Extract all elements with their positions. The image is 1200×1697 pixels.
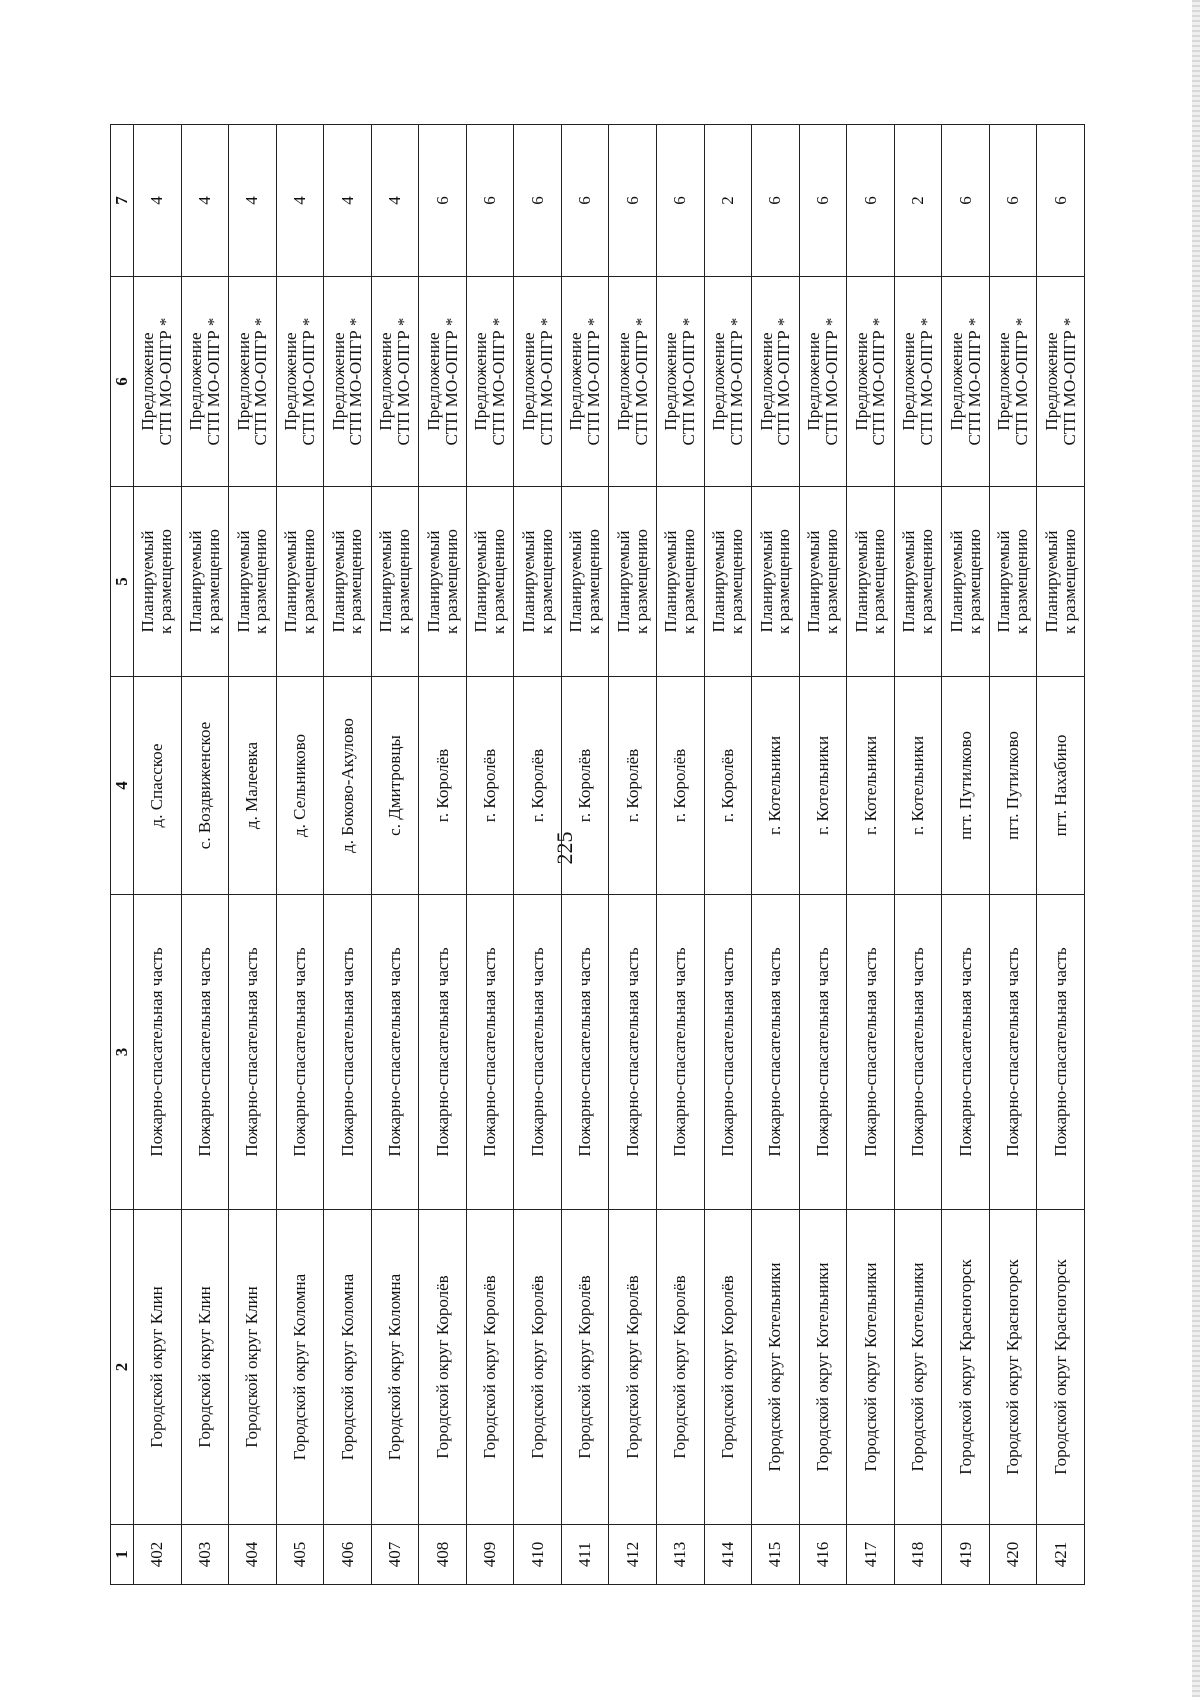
cell-object: Пожарно-спасательная часть [229, 895, 277, 1210]
cell-number: 405 [276, 1525, 324, 1585]
cell-okrug: Городской округ Котельники [847, 1210, 895, 1525]
cell-source-line: СТП МО-ОПГР * [203, 317, 223, 446]
cell-source-line: СТП МО-ОПГР * [821, 317, 841, 446]
cell-status [752, 487, 800, 677]
cell-source-line: Предложение [851, 332, 871, 431]
cell-source-line: Предложение [328, 332, 348, 431]
cell-status [324, 487, 372, 677]
cell-number: 420 [989, 1525, 1037, 1585]
cell-source-line: Предложение [376, 332, 396, 431]
cell-status [704, 487, 752, 677]
cell-okrug: Городской округ Котельники [894, 1210, 942, 1525]
cell-source-line: Предложение [138, 332, 158, 431]
cell-source [799, 277, 847, 487]
cell-source-line: СТП МО-ОПГР * [1059, 317, 1079, 446]
cell-source-line: Предложение [661, 332, 681, 431]
cell-status [419, 487, 467, 677]
cell-source-line: СТП МО-ОПГР * [917, 317, 937, 446]
cell-status-line: Планируемый [423, 530, 443, 633]
cell-source-line: СТП МО-ОПГР * [298, 317, 318, 446]
cell-status-line: Планируемый [281, 530, 301, 633]
cell-number: 402 [134, 1525, 182, 1585]
cell-status-line: к размещению [536, 529, 556, 634]
cell-object: Пожарно-спасательная часть [181, 895, 229, 1210]
cell-status [561, 487, 609, 677]
cell-status [989, 487, 1037, 677]
cell-status-line: к размещению [1012, 529, 1032, 634]
cell-value: 4 [181, 125, 229, 277]
cell-value: 4 [229, 125, 277, 277]
cell-object: Пожарно-спасательная часть [1037, 895, 1085, 1210]
cell-status-line: Планируемый [233, 530, 253, 633]
cell-okrug: Городской округ Королёв [466, 1210, 514, 1525]
cell-number: 411 [561, 1525, 609, 1585]
cell-source [466, 277, 514, 487]
cell-status-line: Планируемый [328, 530, 348, 633]
cell-number: 409 [466, 1525, 514, 1585]
cell-source [561, 277, 609, 487]
cell-number: 416 [799, 1525, 847, 1585]
cell-status-line: к размещению [1059, 529, 1079, 634]
cell-source-line: СТП МО-ОПГР * [679, 317, 699, 446]
cell-status [657, 487, 705, 677]
cell-status [371, 487, 419, 677]
table-row [419, 125, 467, 1585]
cell-value: 6 [561, 125, 609, 277]
column-header: 2 [111, 1210, 134, 1525]
cell-object: Пожарно-спасательная часть [466, 895, 514, 1210]
cell-locality: д. Сельниково [276, 677, 324, 895]
cell-value: 4 [134, 125, 182, 277]
cell-source [989, 277, 1037, 487]
cell-object: Пожарно-спасательная часть [419, 895, 467, 1210]
cell-status [799, 487, 847, 677]
cell-okrug: Городской округ Королёв [561, 1210, 609, 1525]
cell-status-line: к размещению [917, 529, 937, 634]
cell-number: 415 [752, 1525, 800, 1585]
cell-source-line: СТП МО-ОПГР * [1012, 317, 1032, 446]
table-row [894, 125, 942, 1585]
cell-value: 6 [466, 125, 514, 277]
cell-object: Пожарно-спасательная часть [134, 895, 182, 1210]
cell-status-line: к размещению [964, 529, 984, 634]
table-row [276, 125, 324, 1585]
cell-object: Пожарно-спасательная часть [561, 895, 609, 1210]
cell-status-line: к размещению [156, 529, 176, 634]
cell-okrug: Городской округ Коломна [276, 1210, 324, 1525]
cell-status [847, 487, 895, 677]
cell-object: Пожарно-спасательная часть [324, 895, 372, 1210]
cell-object: Пожарно-спасательная часть [657, 895, 705, 1210]
cell-source-line: Предложение [804, 332, 824, 431]
cell-okrug: Городской округ Котельники [752, 1210, 800, 1525]
cell-locality: г. Королёв [561, 677, 609, 895]
cell-number: 418 [894, 1525, 942, 1585]
cell-value: 6 [657, 125, 705, 277]
cell-status-line: к размещению [679, 529, 699, 634]
cell-object: Пожарно-спасательная часть [609, 895, 657, 1210]
cell-status [276, 487, 324, 677]
table-row [799, 125, 847, 1585]
cell-value: 6 [989, 125, 1037, 277]
table-row [561, 125, 609, 1585]
cell-source-line: Предложение [756, 332, 776, 431]
scan-edge-artifact [1192, 0, 1200, 1697]
column-header: 3 [111, 895, 134, 1210]
cell-status-line: к размещению [869, 529, 889, 634]
cell-source-line: Предложение [994, 332, 1014, 431]
cell-locality: пгт. Путилково [942, 677, 990, 895]
cell-source-line: СТП МО-ОПГР * [536, 317, 556, 446]
cell-okrug: Городской округ Котельники [799, 1210, 847, 1525]
cell-value: 6 [752, 125, 800, 277]
cell-object: Пожарно-спасательная часть [989, 895, 1037, 1210]
cell-locality: с. Воздвиженское [181, 677, 229, 895]
table-row [847, 125, 895, 1585]
cell-status-line: Планируемый [946, 530, 966, 633]
table-row [752, 125, 800, 1585]
cell-source [704, 277, 752, 487]
cell-source-line: Предложение [566, 332, 586, 431]
cell-source-line: СТП МО-ОПГР * [251, 317, 271, 446]
table-row [989, 125, 1037, 1585]
cell-status-line: к размещению [631, 529, 651, 634]
cell-okrug: Городской округ Клин [134, 1210, 182, 1525]
cell-object: Пожарно-спасательная часть [276, 895, 324, 1210]
cell-status-line: Планируемый [518, 530, 538, 633]
column-header: 1 [111, 1525, 134, 1585]
data-table [110, 124, 1085, 1585]
cell-source [847, 277, 895, 487]
table-row [229, 125, 277, 1585]
table-row [704, 125, 752, 1585]
cell-source-line: Предложение [233, 332, 253, 431]
cell-source-line: Предложение [613, 332, 633, 431]
cell-locality: пгт. Путилково [989, 677, 1037, 895]
table-row [609, 125, 657, 1585]
cell-source [419, 277, 467, 487]
cell-status-line: к размещению [584, 529, 604, 634]
cell-source-line: Предложение [281, 332, 301, 431]
cell-status-line: к размещению [203, 529, 223, 634]
cell-locality: пгт. Нахабино [1037, 677, 1085, 895]
cell-locality: г. Королёв [657, 677, 705, 895]
cell-value: 6 [609, 125, 657, 277]
cell-number: 413 [657, 1525, 705, 1585]
table-row [466, 125, 514, 1585]
cell-status-line: Планируемый [566, 530, 586, 633]
cell-source [752, 277, 800, 487]
cell-source [1037, 277, 1085, 487]
cell-locality: д. Малеевка [229, 677, 277, 895]
cell-value: 2 [894, 125, 942, 277]
cell-number: 404 [229, 1525, 277, 1585]
cell-okrug: Городской округ Красногорск [1037, 1210, 1085, 1525]
cell-status-line: к размещению [821, 529, 841, 634]
cell-object: Пожарно-спасательная часть [799, 895, 847, 1210]
cell-okrug: Городской округ Красногорск [942, 1210, 990, 1525]
cell-status-line: Планируемый [756, 530, 776, 633]
cell-number: 410 [514, 1525, 562, 1585]
cell-status [1037, 487, 1085, 677]
cell-source [229, 277, 277, 487]
cell-value: 4 [276, 125, 324, 277]
page-number: 225 [552, 831, 577, 865]
cell-status-line: к размещению [489, 529, 509, 634]
cell-number: 412 [609, 1525, 657, 1585]
cell-number: 421 [1037, 1525, 1085, 1585]
cell-status-line: Планируемый [185, 530, 205, 633]
cell-status-line: к размещению [346, 529, 366, 634]
cell-source-line: СТП МО-ОПГР * [869, 317, 889, 446]
cell-locality: с. Дмитровцы [371, 677, 419, 895]
cell-status-line: Планируемый [994, 530, 1014, 633]
column-header: 4 [111, 677, 134, 895]
cell-okrug: Городской округ Королёв [704, 1210, 752, 1525]
cell-source-line: СТП МО-ОПГР * [489, 317, 509, 446]
cell-value: 6 [799, 125, 847, 277]
cell-source [609, 277, 657, 487]
cell-status-line: Планируемый [851, 530, 871, 633]
cell-object: Пожарно-спасательная часть [847, 895, 895, 1210]
cell-source-line: СТП МО-ОПГР * [156, 317, 176, 446]
cell-source-line: Предложение [946, 332, 966, 431]
cell-status-line: Планируемый [376, 530, 396, 633]
cell-source-line: СТП МО-ОПГР * [726, 317, 746, 446]
cell-source-line: СТП МО-ОПГР * [584, 317, 604, 446]
table-row [134, 125, 182, 1585]
cell-source-line: СТП МО-ОПГР * [394, 317, 413, 446]
cell-status-line: Планируемый [613, 530, 633, 633]
cell-source-line: Предложение [1041, 332, 1061, 431]
cell-source-line: Предложение [423, 332, 443, 431]
cell-locality: д. Спасское [134, 677, 182, 895]
table-row [371, 125, 419, 1585]
cell-status [181, 487, 229, 677]
cell-source-line: СТП МО-ОПГР * [346, 317, 366, 446]
cell-status [894, 487, 942, 677]
cell-okrug: Городской округ Коломна [371, 1210, 419, 1525]
cell-source [324, 277, 372, 487]
cell-source [514, 277, 562, 487]
cell-locality: г. Котельники [894, 677, 942, 895]
table-row [181, 125, 229, 1585]
cell-source [276, 277, 324, 487]
cell-status-line: к размещению [251, 529, 271, 634]
cell-object: Пожарно-спасательная часть [894, 895, 942, 1210]
cell-locality: г. Котельники [847, 677, 895, 895]
cell-source-line: Предложение [708, 332, 728, 431]
cell-locality: г. Королёв [514, 677, 562, 895]
cell-status [514, 487, 562, 677]
cell-status [609, 487, 657, 677]
column-header: 6 [111, 277, 134, 487]
cell-value: 6 [847, 125, 895, 277]
cell-value: 2 [704, 125, 752, 277]
cell-locality: г. Королёв [466, 677, 514, 895]
table-row [942, 125, 990, 1585]
cell-value: 6 [1037, 125, 1085, 277]
cell-value: 6 [514, 125, 562, 277]
cell-source-line: Предложение [185, 332, 205, 431]
cell-number: 417 [847, 1525, 895, 1585]
cell-status [229, 487, 277, 677]
cell-number: 407 [371, 1525, 419, 1585]
table-row [324, 125, 372, 1585]
cell-number: 408 [419, 1525, 467, 1585]
cell-value: 6 [942, 125, 990, 277]
cell-object: Пожарно-спасательная часть [942, 895, 990, 1210]
cell-source-line: Предложение [518, 332, 538, 431]
cell-status-line: к размещению [298, 529, 318, 634]
cell-status-line: Планируемый [138, 530, 158, 633]
cell-status-line: Планируемый [1041, 530, 1061, 633]
cell-object: Пожарно-спасательная часть [371, 895, 419, 1210]
cell-status-line: к размещению [441, 529, 461, 634]
cell-status-line: Планируемый [899, 530, 919, 633]
cell-status-line: к размещению [774, 529, 794, 634]
cell-number: 406 [324, 1525, 372, 1585]
cell-locality: д. Боково-Акулово [324, 677, 372, 895]
cell-value: 4 [371, 125, 419, 277]
cell-source [942, 277, 990, 487]
cell-source [371, 277, 419, 487]
cell-okrug: Городской округ Королёв [514, 1210, 562, 1525]
cell-okrug: Городской округ Королёв [419, 1210, 467, 1525]
cell-object: Пожарно-спасательная часть [704, 895, 752, 1210]
cell-source [657, 277, 705, 487]
cell-number: 419 [942, 1525, 990, 1585]
cell-status-line: Планируемый [804, 530, 824, 633]
cell-locality: г. Котельники [752, 677, 800, 895]
cell-okrug: Городской округ Клин [181, 1210, 229, 1525]
cell-source-line: СТП МО-ОПГР * [964, 317, 984, 446]
cell-source-line: СТП МО-ОПГР * [774, 317, 794, 446]
cell-source-line: Предложение [899, 332, 919, 431]
cell-object: Пожарно-спасательная часть [514, 895, 562, 1210]
table-row [514, 125, 562, 1585]
header-row [111, 125, 134, 1585]
column-header: 5 [111, 487, 134, 677]
cell-number: 414 [704, 1525, 752, 1585]
cell-status-line: Планируемый [708, 530, 728, 633]
cell-status [466, 487, 514, 677]
cell-okrug: Городской округ Королёв [657, 1210, 705, 1525]
cell-locality: г. Королёв [419, 677, 467, 895]
cell-source [894, 277, 942, 487]
cell-number: 403 [181, 1525, 229, 1585]
cell-status-line: Планируемый [471, 530, 491, 633]
cell-status-line: Планируемый [661, 530, 681, 633]
table-row [1037, 125, 1085, 1585]
cell-value: 4 [324, 125, 372, 277]
cell-source-line: СТП МО-ОПГР * [441, 317, 461, 446]
cell-okrug: Городской округ Королёв [609, 1210, 657, 1525]
cell-status [134, 487, 182, 677]
cell-okrug: Городской округ Коломна [324, 1210, 372, 1525]
cell-source [134, 277, 182, 487]
rotated-table-container [110, 125, 1085, 1585]
cell-locality: г. Котельники [799, 677, 847, 895]
cell-locality: г. Королёв [704, 677, 752, 895]
cell-status-line: к размещению [726, 529, 746, 634]
cell-value: 6 [419, 125, 467, 277]
cell-object: Пожарно-спасательная часть [752, 895, 800, 1210]
cell-source-line: СТП МО-ОПГР * [631, 317, 651, 446]
cell-status-line: к размещению [394, 529, 413, 634]
cell-source-line: Предложение [471, 332, 491, 431]
cell-source [181, 277, 229, 487]
cell-status [942, 487, 990, 677]
table-body [134, 125, 1085, 1585]
cell-locality: г. Королёв [609, 677, 657, 895]
cell-okrug: Городской округ Клин [229, 1210, 277, 1525]
cell-okrug: Городской округ Красногорск [989, 1210, 1037, 1525]
table-row [657, 125, 705, 1585]
column-header: 7 [111, 125, 134, 277]
